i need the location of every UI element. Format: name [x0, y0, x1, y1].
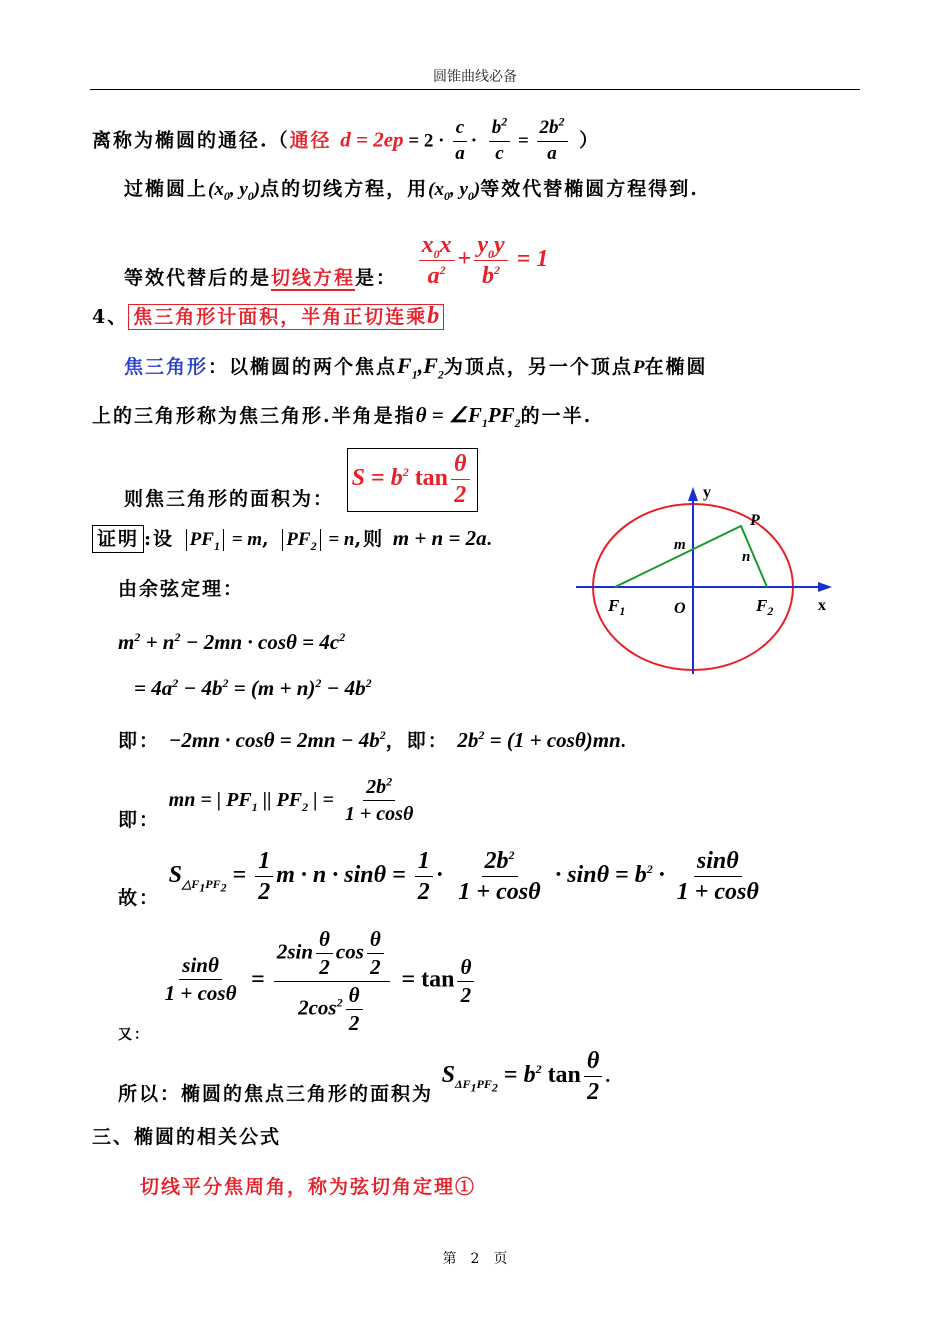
text-segment: ）	[579, 129, 601, 152]
paragraph-latus-rectum: 离称为椭圆的通径.（通径 d = 2ep = 2 · $\frac{c}{a}$ · $\frac{b^2}{c}$ = $\frac{2b^2}{a}$ ）	[92, 114, 601, 164]
label-n: n	[742, 549, 751, 565]
paragraph-area-formula	[124, 448, 478, 512]
text-segment: 为顶点，另一个顶点	[443, 356, 633, 378]
section-3-heading: 三、椭圆的相关公式	[92, 1126, 282, 1148]
equation-rearrange: 即： $-2mn \cdot \cos\theta = 2mn - 4b^2$，即： $2b^2 = (1 + \cos\theta)mn$.	[118, 728, 626, 752]
text-segment: 离称为椭圆的通径.（	[92, 129, 290, 152]
area-formula-box: $S = b^2$ tan $\frac{\theta}{2}$	[347, 448, 478, 512]
text-segment: 则焦三角形的面积为：	[124, 487, 335, 510]
paragraph-focal-triangle: 焦三角形：以椭圆的两个焦点$F_1,F_2$为顶点，另一个顶点P在椭圆	[124, 353, 708, 382]
paragraph-half-angle: 上的三角形称为焦三角形.半角是指$\theta = \angle F_1PF_2$的一半.	[92, 403, 593, 431]
text-segment: 上的三角形称为焦三角形.半角是指	[92, 405, 416, 427]
label-f1: $F_1$	[608, 596, 626, 618]
section-4-heading	[92, 304, 444, 328]
proof-setup: 证明 :设 $PF_1 = m$, $PF_2 = n$,则 m + n = 2a.	[92, 528, 491, 551]
text-segment: 即：	[118, 808, 161, 831]
text-segment: 过椭圆上	[124, 178, 209, 200]
equation-area-derivation: 故： $S_{\triangle F_1PF_2}$ = $\frac{1}{2}$ m · n · sinθ = $\frac{1}{2}$ · $\frac{2b^2}{1 + \cos\theta}$ · $\sin\theta = b^2$ · $\frac{\sin\theta}{1 + \cos\theta}$	[118, 848, 759, 909]
term-focal-triangle: 焦三角形	[124, 356, 209, 378]
section-number: 4、	[92, 306, 129, 328]
text-segment: ,则	[354, 528, 385, 550]
equation-half-angle-identity: $_{又:}$ $\frac{\sin\theta}{1 + \cos\theta}$ = 2sin $\frac{\theta}{2}$ cos $\frac{\theta}{2}$ $2\cos^2$ $\frac{\theta}{2}$ = tan $\frac{\theta}{2}$	[118, 928, 477, 1035]
ellipse-figure	[570, 478, 840, 688]
text-segment: 即：	[118, 730, 161, 752]
label-p: P	[750, 512, 760, 529]
text-segment: 在椭圆	[644, 356, 708, 378]
equation-cosine-law: $m^2 + n^2 - 2mn \cdot \cos\theta = 4c^2$	[118, 630, 346, 654]
paragraph-conclusion: 所以：椭圆的焦点三角形的面积为 $S_{\Delta F_1PF_2} = b^2$ tan $\frac{\theta}{2}$ .	[118, 1048, 611, 1106]
section-4-title: 焦三角形计面积，半角正切连乘b	[128, 304, 444, 330]
text-segment: :设	[144, 528, 175, 550]
page-number: 第 2 页	[442, 1251, 508, 1267]
text-segment: 所以：椭圆的焦点三角形的面积为	[118, 1082, 434, 1105]
y-axis-arrow-icon	[688, 487, 698, 501]
label-f2: $F_2$	[756, 596, 774, 618]
text-segment: 等效代替椭圆方程得到.	[480, 178, 699, 200]
equation-expand: = $4a^2 - 4b^2 = (m + n)^2 - 4b^2$	[134, 676, 372, 700]
text-segment: 又：	[118, 1026, 150, 1043]
paragraph-tangent: 过椭圆上($x_0$, $y_0$)点的切线方程，用($x_0$, $y_0$)等效代替椭圆方程得到.	[124, 178, 699, 203]
text-segment: ,	[262, 528, 271, 550]
equation-mn: 即： mn = | $PF_1$ || $PF_2$ | = $\frac{2b^2}{1 + \cos\theta}$	[118, 774, 414, 831]
label-x: x	[818, 597, 826, 614]
text-segment: 点的切线方程，用	[260, 178, 429, 200]
header-rule	[90, 89, 860, 90]
x-axis-arrow-icon	[818, 582, 832, 592]
label-m: m	[674, 537, 686, 553]
text-segment: 的一半.	[520, 405, 593, 427]
proof-label: 证明	[92, 525, 144, 553]
text-segment: 等效代替后的是	[124, 266, 272, 289]
page-header: 圆锥曲线必备	[433, 69, 517, 85]
label-origin: O	[674, 600, 686, 617]
cosine-law-heading: 由余弦定理：	[118, 578, 245, 600]
text-segment: ：以椭圆的两个焦点	[208, 356, 398, 378]
text-segment: 故：	[118, 886, 161, 909]
theorem-chord-tangent: 切线平分焦周角，称为弦切角定理①	[140, 1176, 477, 1198]
paragraph-tangent-equation: 等效代替后的是切线方程是： $\frac{x_0x}{a^2}$ + $\frac{y_0y}{b^2}$ = 1	[124, 232, 549, 290]
term-latus-rectum: 通径	[289, 129, 332, 152]
text-segment: 是：	[355, 266, 398, 289]
text-segment: ，即：	[385, 730, 449, 752]
label-y: y	[703, 484, 711, 501]
term-tangent-equation: 切线方程	[271, 266, 356, 289]
